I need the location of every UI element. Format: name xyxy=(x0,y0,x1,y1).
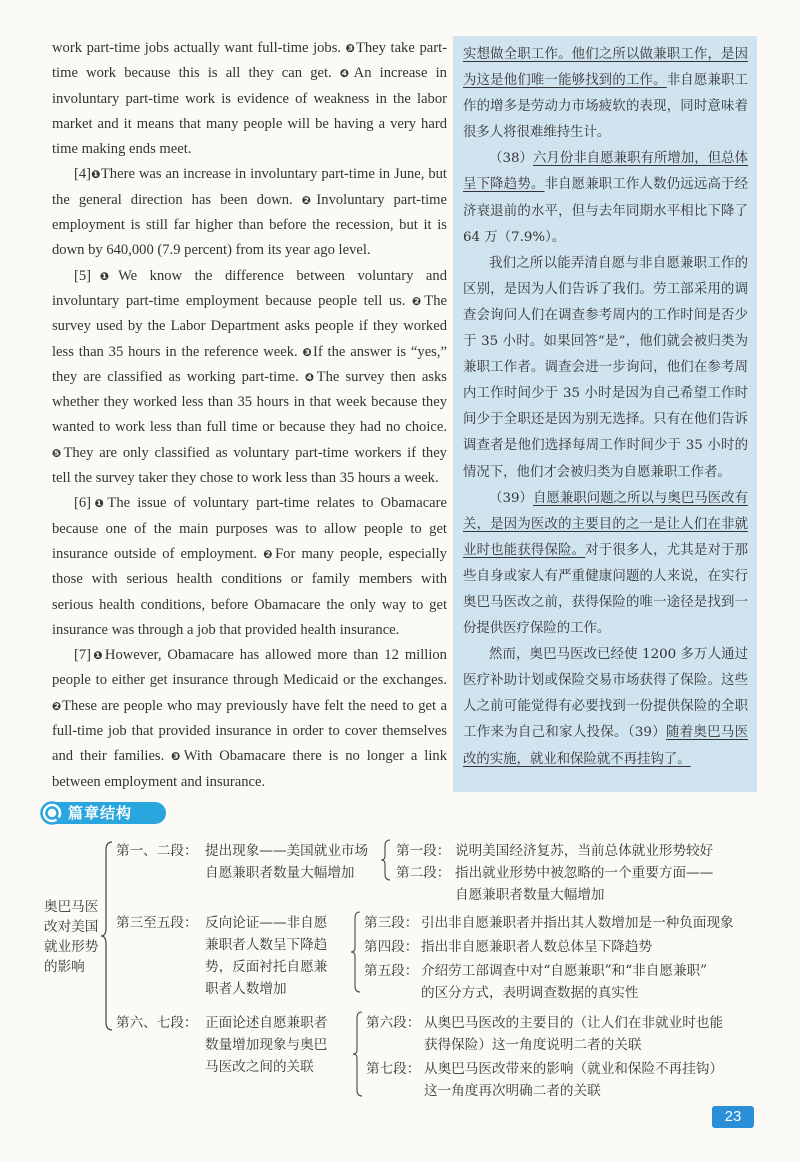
brace-group-3 xyxy=(352,1010,364,1098)
zh-paragraph-4: （39）自愿兼职问题之所以与奥巴马医改有关，是因为医改的主要目的之一是让人们在非就业时也能获得保险。对于很多人，尤其是对于那些自身或家人有严重健康问题的人来说，在实行奥巴马医改之前，获得保险的唯一途径是找到一份提供医疗保险的工作。 xyxy=(463,490,749,637)
group-3-summary-2: 数量增加现象与奥巴 xyxy=(205,1037,328,1053)
translation-panel xyxy=(453,36,757,792)
para-2-text-2: 自愿兼职者数量大幅增加 xyxy=(455,887,605,903)
page-number: 23 xyxy=(712,1106,754,1128)
zh-paragraph-3: 我们之所以能弄清自愿与非自愿兼职工作的区别，是因为人们告诉了我们。劳工部采用的调查会询问人们在调查参考周内的工作时间是否少于 35 小时。如果回答“是”，他们就会被归类为兼职工作者。调查会进一步询问，他们在参考周内工作时间少于 35 小时是因为自己希望工作时间少于全职还是因为别无选择。只有在他们告诉调查者是他们选择每周工作时间少于 35 小时的情况下，他们才会被归类为自愿兼职工作者。 xyxy=(463,255,748,480)
para-7-text-1: 从奥巴马医改带来的影响（就业和保险不再挂钩） xyxy=(424,1061,724,1077)
group-3-label: 第六、七段： xyxy=(116,1015,198,1031)
en-paragraph-4: [4]❶There was an increase in involuntary part-time in June, but the general direction has been down. ❷Involuntary part-time employment is still far higher than before the recession, but it is down by 640,000 (7.9 percent) from its year ago level. xyxy=(52,166,447,259)
para-2-label: 第二段： xyxy=(396,865,451,881)
group-3-summary-1: 正面论述自愿兼职者 xyxy=(205,1015,328,1031)
translation-text xyxy=(463,42,748,773)
para-1-label: 第一段： xyxy=(396,843,451,859)
brace-group-1 xyxy=(380,838,392,882)
group-2-label: 第三至五段： xyxy=(116,915,198,931)
brace-group-2 xyxy=(350,910,362,994)
topic-line-2: 改对美国 xyxy=(44,919,99,935)
en-paragraph-5: [5]❶We know the difference between voluntary and involuntary part-time employment because people tell us. ❷The survey used by the Labor Department asks people if they worked less than 35 hours in the reference week. ❸If the answer is “yes,” they are classified as working part-time. ❹The survey then asks whether they worked less than 35 hours in that week because they wanted to work less than full time or because they had no choice. ❺They are only classified as voluntary part-time workers if they tell the survey taker they chose to work less than 35 hours a week. xyxy=(52,267,447,487)
para-6-text-1: 从奥巴马医改的主要目的（让人们在非就业时也能 xyxy=(424,1015,724,1031)
group-1-label: 第一、二段： xyxy=(116,843,198,859)
para-5-text-1: 介绍劳工部调查中对“自愿兼职”和“非自愿兼职” xyxy=(421,963,708,979)
zh-paragraph-1: 实想做全职工作。他们之所以做兼职工作，是因为这是他们唯一能够找到的工作。非自愿兼职工作的增多是劳动力市场疲软的表现，同时意味着很多人将很难维持生计。 xyxy=(463,47,749,141)
main-brace xyxy=(100,840,114,1032)
section-heading xyxy=(40,800,170,826)
topic-line-4: 的影响 xyxy=(44,959,85,975)
english-passage xyxy=(52,36,447,795)
para-5-text-2: 的区分方式，表明调查数据的真实性 xyxy=(421,985,639,1001)
para-7-label: 第七段： xyxy=(366,1061,421,1077)
group-2-summary-3: 势，反面衬托自愿兼 xyxy=(205,959,328,975)
group-2-summary-1: 反向论证——非自愿 xyxy=(205,915,328,931)
para-2-text-1: 指出就业形势中被忽略的一个重要方面—— xyxy=(455,865,714,881)
group-1-summary-1: 提出现象——美国就业市场 xyxy=(205,843,369,859)
en-paragraph-7: [7]❶However, Obamacare has allowed more than 12 million people to either get insurance through Medicaid or the exchanges. ❷These are people who may previously have felt the need to get a full-time job that provided insurance in order to cover themselves and their families. ❸With Obamacare there is no longer a link between employment and insurance. xyxy=(52,647,447,790)
group-2-summary-2: 兼职者人数呈下降趋 xyxy=(205,937,328,953)
para-7-text-2: 这一角度再次明确二者的关联 xyxy=(424,1083,601,1099)
para-4-text: 指出非自愿兼职者人数总体呈下降趋势 xyxy=(421,939,653,955)
para-5-label: 第五段： xyxy=(364,963,419,979)
para-4-label: 第四段： xyxy=(364,939,419,955)
topic-line-3: 就业形势 xyxy=(44,939,99,955)
para-6-text-2: 获得保险）这一角度说明二者的关联 xyxy=(424,1037,642,1053)
zh-paragraph-2: （38）六月份非自愿兼职有所增加，但总体呈下降趋势。非自愿兼职工作人数仍远远高于经济衰退前的水平，但与去年同期水平相比下降了 64 万（7.9%）。 xyxy=(463,151,749,245)
en-paragraph-6: [6]❶The issue of voluntary part-time relates to Obamacare because one of the main purposes was to allow people to get insurance outside of employment. ❷For many people, especially those with serious health conditions or family members with serious health conditions, before Obamacare the only way to get insurance was through a job that provided health insurance. xyxy=(52,495,447,638)
magnifier-icon xyxy=(40,801,66,825)
para-3-text: 引出非自愿兼职者并指出其人数增加是一种负面现象 xyxy=(421,915,734,931)
group-2-summary-4: 职者人数增加 xyxy=(205,981,287,997)
group-1-summary-2: 自愿兼职者数量大幅增加 xyxy=(205,865,355,881)
para-3-label: 第三段： xyxy=(364,915,419,931)
en-paragraph-3-cont: work part-time jobs actually want full-time jobs. ❸They take part-time work because this is all they can get. ❹An increase in involuntary part-time work is evidence of weakness in the labor market and it means that many people will be having a very hard time making ends meet. xyxy=(52,40,447,158)
topic-line-1: 奥巴马医 xyxy=(44,899,99,915)
para-6-label: 第六段： xyxy=(366,1015,421,1031)
group-3-summary-3: 马医改之间的关联 xyxy=(205,1059,314,1075)
para-1-text: 说明美国经济复苏，当前总体就业形势较好 xyxy=(455,843,714,859)
section-title: 篇章结构 xyxy=(68,804,133,822)
zh-paragraph-5: 然而，奥巴马医改已经使 1200 多万人通过医疗补助计划或保险交易市场获得了保险。这些人之前可能觉得有必要找到一份提供保险的全职工作来为自己和家人投保。（39）随着奥巴马医改的实施，就业和保险就不再挂钩了。 xyxy=(463,647,749,767)
structure-diagram xyxy=(0,830,800,1110)
